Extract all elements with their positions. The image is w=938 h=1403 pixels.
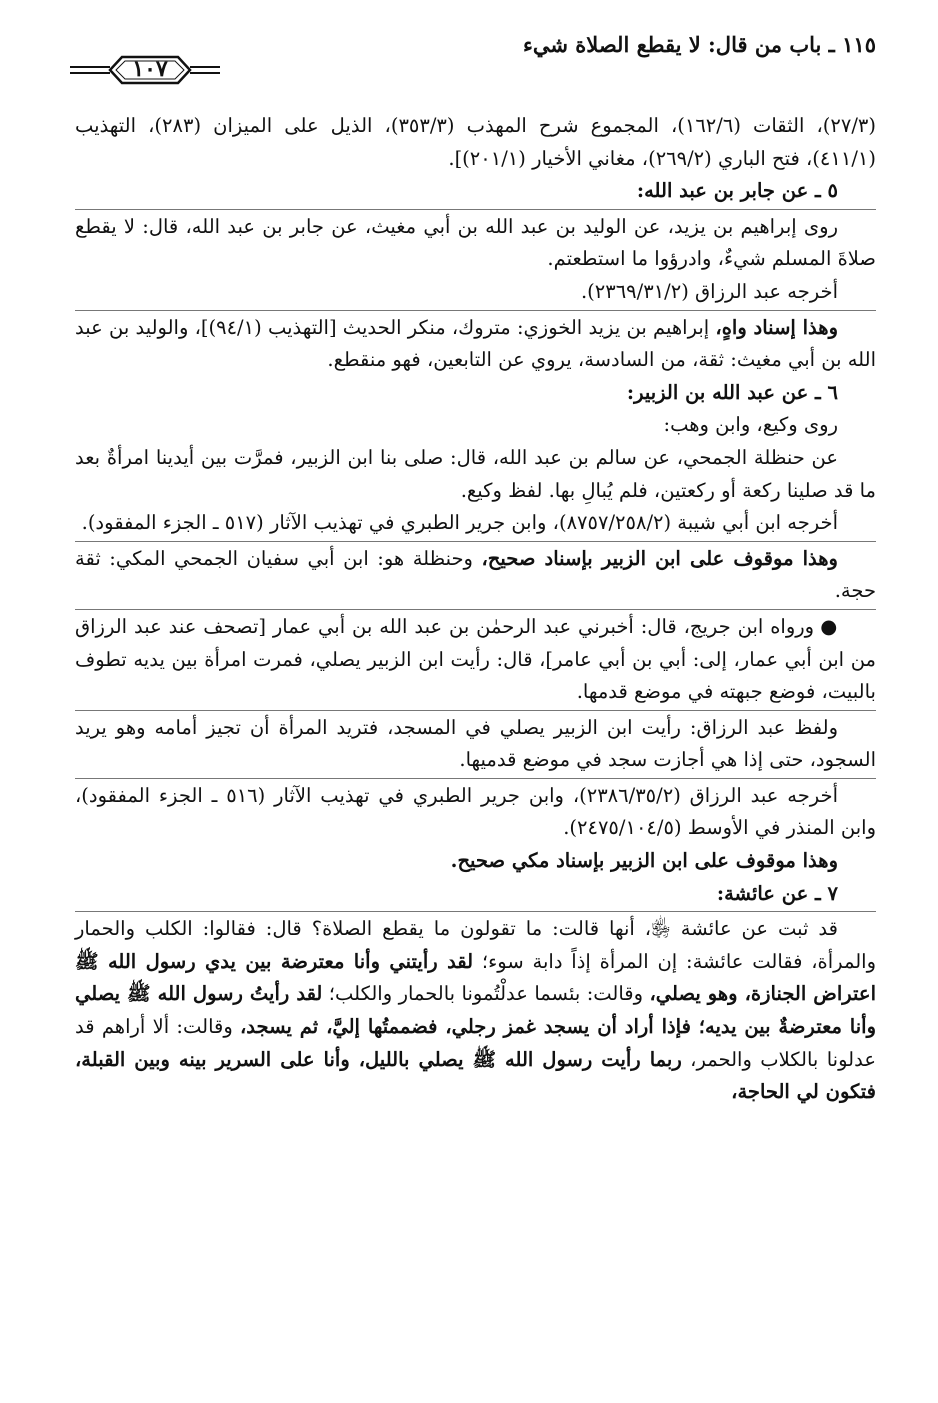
paragraph-takhrij-ibn-abi-shayba: أخرجه ابن أبي شيبة (٨٧٥٧/٢٥٨/٢)، وابن جرير الطبري في تهذيب الآثار (٥١٧ ـ الجزء المفقود). [81,511,838,535]
grading-text: إبراهيم بن يزيد الخوزي: متروك، منكر الحديث [التهذيب (٩٤/١)]، والوليد بن عبد الله بن أبي مغيث: ثقة، من السادسة، يروي عن التابعين، فهو منقطع. [75,315,876,372]
page-number-ornament [70,54,220,88]
section-heading-ibn-zubayr: ٦ ـ عن عبد الله بن الزبير: [626,380,838,404]
paragraph-narration-ibn-jurayj [75,611,876,709]
section-heading-aisha: ٧ ـ عن عائشة: [716,881,838,905]
paragraph-grading-ibn-zubayr [75,543,876,608]
grading-bold: وهذا موقوف على ابن الزبير بإسناد صحيح، [481,546,838,570]
grading-bold: وهذا إسناد واهٍ، [715,315,838,339]
paragraph-grading-jabir [75,312,876,377]
aisha-bold-f: ربما رأيت رسول الله ﷺ يصلي بالليل، وأنا على السرير بينه وبين القبلة، فتكون لي الحاجة، [75,1047,876,1104]
divider-line [75,911,876,912]
paragraph-takhrij-abd-al-razzaq: أخرجه عبد الرزاق (٢٣٨٦/٣٥/٢)، وابن جرير الطبري في تهذيب الآثار (٥١٦ ـ الجزء المفقود)، وابن المنذر في الأوسط (٢٤٧٥/١٠٤/٥). [75,783,876,840]
divider-line [75,609,876,610]
page-header [70,28,876,86]
paragraph-narrators: روى وكيع، وابن وهب: [663,413,838,437]
divider-line [75,710,876,711]
paragraph-citations: (٢٧/٣)، الثقات (١٦٢/٦)، المجموع شرح المهذب (٣٥٣/٣)، الذيل على الميزان (٢٨٣)، التهذيب (٤١١/١)، فتح الباري (٢٦٩/٢)، مغاني الأخيار (٢٠١/١)]. [75,114,876,170]
bullet-mark-icon: ● [820,614,839,638]
grading-text: وحنظلة هو: ابن أبي سفيان الجمحي المكي: ثقة حجة. [75,546,876,603]
running-title: ١١٥ ـ باب من قال: لا يقطع الصلاة شيء [523,32,876,57]
aisha-text-e: وقالت: ألا أراهم قد عدلونا بالكلاب والحمر، [75,1015,876,1071]
narration-text: ورواه ابن جريج، قال: أخبرني عبد الرحمٰن بن عبد الله بن أبي عمار [تصحف عند عبد الرزاق من ابن أبي عمار، إلى: أبي بن أبي عامر]، قال: رأيت ابن الزبير يصلي، فمرت امرأة بين يديه تطوف بالبيت، فوضع جبهته في موضع قدمها. [75,614,876,704]
aisha-text-c: وقالت: بئسما عدلْتُمونا بالحمار والكلب؛ [322,982,650,1006]
divider-line [75,310,876,311]
paragraph-narration-aisha [75,913,876,1109]
divider-line [75,778,876,779]
paragraph-narration-hanzala: عن حنظلة الجمحي، عن سالم بن عبد الله، قال: صلى بنا ابن الزبير، فمرَّت بين أيدينا امرأةٌ بعد ما قد صلينا ركعة أو ركعتين، فلم يُبالِ بها. لفظ وكيع. [75,445,876,502]
divider-line [75,541,876,542]
page-number: ١٠٧ [132,56,168,82]
paragraph-grading-makki: وهذا موقوف على ابن الزبير بإسناد مكي صحيح. [450,849,838,873]
paragraph-abd-al-razzaq-wording: ولفظ عبد الرزاق: رأيت ابن الزبير يصلي في المسجد، فتريد المرأة أن تجيز أمامه وهو يريد السجود، حتى إذا هي أجازت سجد في موضع قدميها. [75,715,876,772]
aisha-bold-d: لقد رأيتُ رسول الله ﷺ يصلي وأنا معترضةٌ بين يديه؛ فإذا أراد أن يسجد غمز رجلي، فضممتُها إليَّ، ثم يسجد، [75,982,876,1039]
paragraph-takhrij-jabir: أخرجه عبد الرزاق (٢٣٦٩/٣١/٢). [580,279,838,303]
aisha-text-a: قد ثبت عن عائشة ﵂، أنها قالت: ما تقولون ما يقطع الصلاة؟ قال: فقالوا: الكلب والحمار والمرأة، فقالت عائشة: إن المرأة إذاً دابة سوء؛ [75,917,876,973]
section-heading-jabir: ٥ ـ عن جابر بن عبد الله: [636,179,838,203]
aisha-bold-b: لقد رأيتني وأنا معترضة بين يدي رسول الله ﷺ اعتراض الجنازة، وهو يصلي، [75,949,876,1006]
divider-line [75,209,876,210]
paragraph-narration-jabir: روى إبراهيم بن يزيد، عن الوليد بن عبد الله بن أبي مغيث، عن جابر بن عبد الله، قال: لا يقطع صلاةَ المسلم شيءٌ، وادرؤوا ما استطعتم. [75,214,876,271]
page-body [75,110,876,1109]
